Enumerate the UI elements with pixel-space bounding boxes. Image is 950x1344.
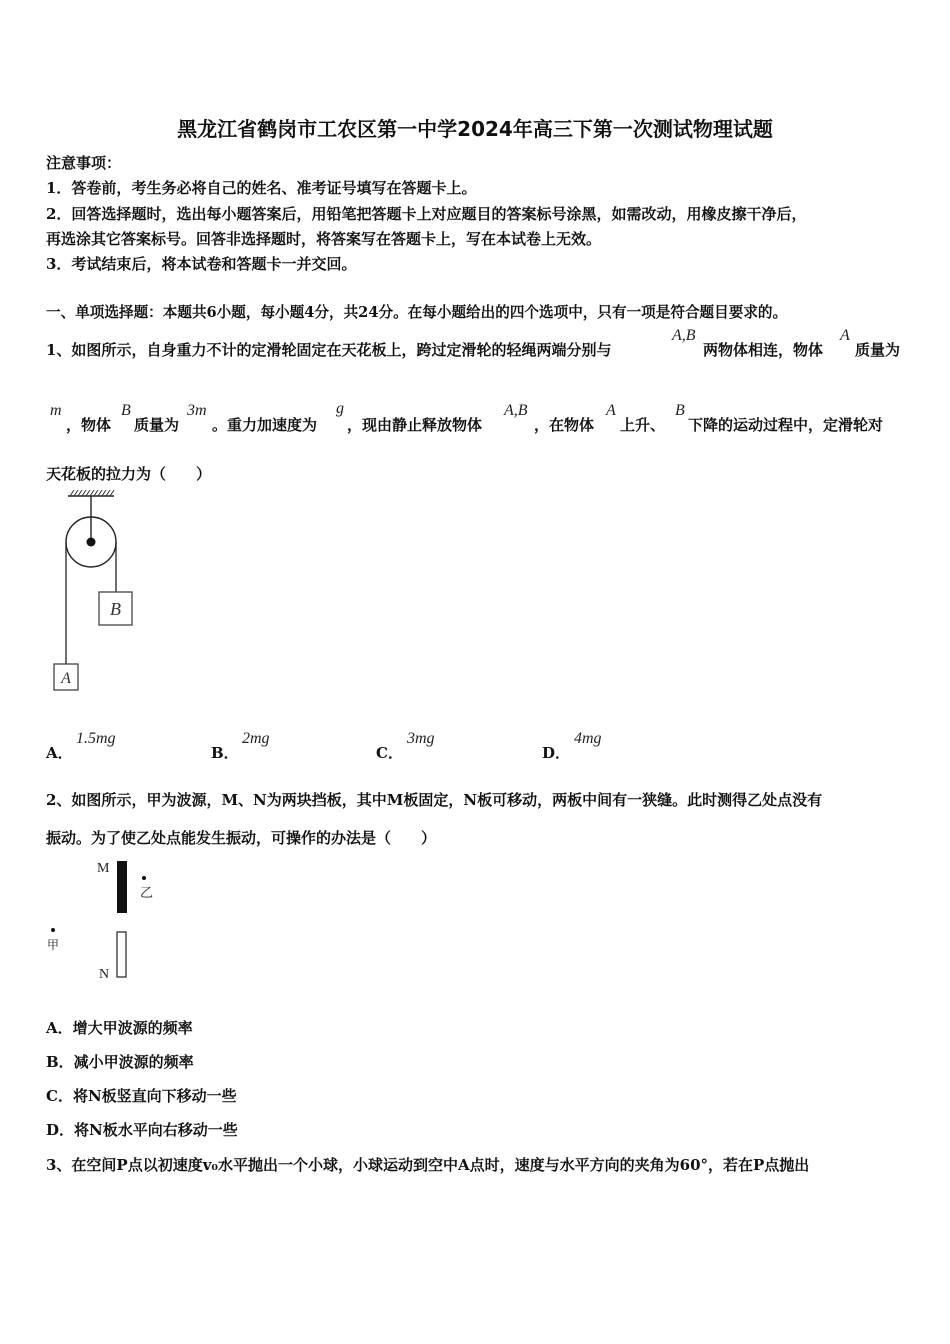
option-label: D．	[542, 744, 571, 762]
q1-text: 上升、	[620, 416, 666, 434]
plate-n-label: N	[99, 967, 110, 982]
q1-text: 质量为	[134, 416, 180, 434]
q1-math: B	[121, 402, 131, 419]
q2-text: 振动。为了使乙处点能发生振动，可操作的办法是（ ）	[46, 829, 437, 847]
block-a-label: A	[61, 670, 71, 687]
q1-math: A,B	[504, 402, 528, 419]
q1-text: ，物体	[66, 416, 112, 434]
notice-item: 再选涂其它答案标号。回答非选择题时，将答案写在答题卡上，写在本试卷上无效。	[46, 230, 602, 248]
point-yi-label: 乙	[140, 886, 154, 901]
q1-text: ，现由静止释放物体	[347, 416, 483, 434]
page-title: 黑龙江省鹤岗市工农区第一中学2024年高三下第一次测试物理试题	[177, 117, 773, 141]
q1-text: 1、如图所示，自身重力不计的定滑轮固定在天花板上，跨过定滑轮的轻绳两端分别与	[46, 341, 612, 359]
q2-option: A．增大甲波源的频率	[46, 1019, 193, 1037]
q1-math: m	[50, 402, 62, 419]
q1-text: 天花板的拉力为（ ）	[46, 465, 212, 483]
option-value: 2mg	[242, 730, 270, 747]
option-label: B．	[211, 744, 239, 762]
q1-math: g	[336, 400, 344, 417]
q1-math: B	[675, 402, 685, 419]
q1-math: A,B	[672, 327, 696, 344]
notice-item: 2．回答选择题时，选出每小题答案后，用铅笔把答题卡上对应题目的答案标号涂黑，如需改动，用橡皮擦干净后，	[46, 205, 807, 223]
notice-heading: 注意事项：	[46, 154, 122, 172]
q1-text: 质量为	[855, 341, 901, 359]
q1-math: 3m	[187, 402, 207, 419]
q2-option: D．将N板水平向右移动一些	[46, 1121, 238, 1139]
notice-item: 3．考试结束后，将本试卷和答题卡一并交回。	[46, 255, 357, 273]
section-heading: 一、单项选择题：本题共6小题，每小题4分，共24分。在每小题给出的四个选项中，只有一项是符合题目要求的。	[46, 304, 788, 321]
option-value: 1.5mg	[76, 730, 116, 747]
q1-text: ，在物体	[534, 416, 595, 434]
q2-text: 2、如图所示，甲为波源，M、N为两块挡板，其中M板固定，N板可移动，两板中间有一狭缝。此时测得乙处点没有	[46, 791, 823, 809]
block-b-label: B	[110, 599, 121, 619]
q1-text: 下降的运动过程中，定滑轮对	[688, 416, 884, 434]
point-jia-label: 甲	[47, 938, 60, 952]
q1-math: A	[606, 402, 616, 419]
q2-option: B．减小甲波源的频率	[46, 1053, 194, 1071]
q1-text: 两物体相连，物体	[703, 341, 824, 359]
q2-option: C．将N板竖直向下移动一些	[46, 1087, 237, 1105]
barrier-figure	[40, 852, 170, 987]
q1-text: 。重力加速度为	[212, 416, 318, 434]
plate-m-label: M	[97, 861, 110, 876]
pulley-figure	[40, 488, 150, 698]
option-label: A．	[46, 744, 73, 762]
q1-math: A	[840, 327, 850, 344]
q3-text: 3、在空间P点以初速度v₀水平抛出一个小球，小球运动到空中A点时，速度与水平方向的夹角为60°，若在P点抛出	[46, 1156, 810, 1174]
option-label: C．	[376, 744, 403, 762]
option-value: 3mg	[407, 730, 435, 747]
option-value: 4mg	[574, 730, 602, 747]
notice-item: 1．答卷前，考生务必将自己的姓名、准考证号填写在答题卡上。	[46, 179, 477, 197]
